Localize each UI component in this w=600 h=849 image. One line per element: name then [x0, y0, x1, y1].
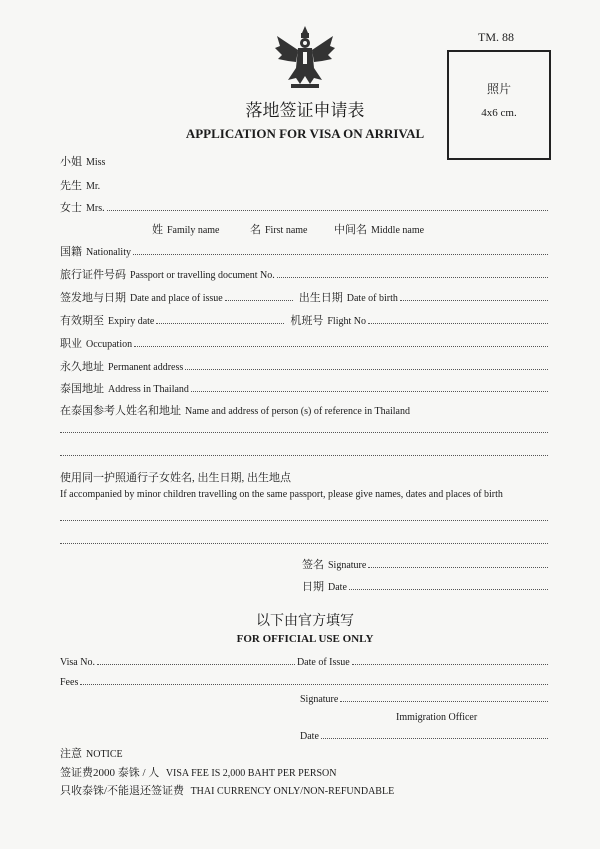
expiry-zh: 有效期至 — [60, 315, 104, 327]
visa-no-field[interactable] — [97, 664, 295, 665]
birth-zh: 出生日期 — [298, 292, 343, 304]
middle-name-en: Middle name — [371, 225, 425, 236]
passport-en: Passport or travelling document No. — [130, 270, 275, 281]
birth-field[interactable] — [400, 300, 548, 301]
fees-field[interactable] — [80, 684, 548, 685]
flight-en: Flight No — [327, 316, 366, 327]
occupation-zh: 职业 — [60, 338, 82, 350]
form-code: TM. 88 — [478, 30, 514, 44]
official-heading-zh: 以下由官方填写 — [256, 614, 354, 629]
nationality-en: Nationality — [86, 247, 131, 258]
children-label-en — [60, 489, 503, 500]
reference-field-2[interactable] — [60, 455, 548, 456]
title-mr-zh: 先生 — [60, 180, 82, 192]
nationality-field[interactable] — [133, 254, 548, 255]
photo-label: 照片 — [486, 82, 511, 96]
permanent-address-row — [60, 358, 548, 374]
permanent-address-en: Permanent address — [108, 362, 184, 373]
birth-en: Date of birth — [346, 293, 398, 304]
passport-field[interactable] — [277, 277, 548, 278]
permanent-address-zh: 永久地址 — [60, 361, 104, 373]
children-label-zh — [60, 469, 295, 485]
middle-name-header — [334, 221, 424, 237]
signature-zh: 签名 — [302, 559, 324, 571]
date-of-issue-label: Date of Issue — [296, 657, 350, 668]
name-field[interactable] — [107, 210, 548, 211]
official-date-row — [300, 731, 548, 742]
notice-heading-zh: 注意 — [60, 748, 82, 760]
notice-currency — [60, 782, 394, 798]
first-name-header — [250, 221, 308, 237]
children-en: If accompanied by minor children travelling on the same passport, please give names, dates and places of birth — [60, 489, 503, 500]
nationality-row — [60, 243, 548, 259]
title-mr-row[interactable] — [60, 177, 100, 193]
form-title-zh: 落地签证申请表 — [245, 101, 365, 120]
expiry-en: Expiry date — [108, 316, 155, 327]
reference-en: Name and address of person (s) of reference in Thailand — [185, 406, 410, 417]
fees-label: Fees — [60, 677, 79, 688]
visa-no-label: Visa No. — [60, 657, 95, 668]
signature-row — [302, 556, 548, 572]
title-miss-zh: 小姐 — [60, 156, 82, 168]
issue-birth-row — [60, 289, 548, 305]
immigration-officer-row — [396, 712, 477, 723]
children-field-2[interactable] — [60, 543, 548, 544]
first-name-en: First name — [265, 225, 308, 236]
notice-heading — [60, 745, 123, 761]
date-zh: 日期 — [302, 581, 324, 593]
signature-en: Signature — [328, 560, 367, 571]
notice-heading-en: NOTICE — [86, 749, 123, 760]
notice-fee — [60, 764, 337, 780]
middle-name-zh: 中间名 — [334, 224, 367, 236]
family-name-header — [152, 221, 220, 237]
official-date-field[interactable] — [321, 738, 548, 739]
children-zh: 使用同一护照通行子女姓名, 出生日期, 出生地点 — [60, 472, 291, 484]
fees-row — [60, 677, 548, 688]
immigration-officer-label: Immigration Officer — [396, 712, 478, 723]
thailand-address-field[interactable] — [191, 391, 548, 392]
date-of-issue-field[interactable] — [352, 664, 548, 665]
garuda-emblem-icon — [274, 24, 336, 92]
date-en: Date — [328, 582, 347, 593]
notice-fee-en: VISA FEE IS 2,000 BAHT PER PERSON — [165, 768, 337, 779]
reference-field-1[interactable] — [60, 432, 548, 433]
thailand-address-en: Address in Thailand — [108, 384, 189, 395]
title-mr-en: Mr. — [86, 181, 101, 192]
photo-size: 4x6 cm. — [481, 107, 517, 119]
official-heading-en: FOR OFFICIAL USE ONLY — [236, 633, 374, 645]
expiry-flight-row — [60, 312, 548, 328]
issue-zh: 签发地与日期 — [60, 292, 126, 304]
family-name-en: Family name — [167, 225, 220, 236]
passport-zh: 旅行证件号码 — [60, 269, 126, 281]
notice-fee-zh: 签证费2000 泰铢 / 人 — [60, 767, 160, 779]
title-mrs-zh: 女士 — [60, 202, 82, 214]
notice-currency-en: THAI CURRENCY ONLY/NON-REFUNDABLE — [190, 786, 395, 797]
official-signature-row — [300, 694, 548, 705]
title-miss-row[interactable] — [60, 153, 105, 169]
occupation-row — [60, 335, 548, 351]
thailand-address-zh: 泰国地址 — [60, 383, 104, 395]
family-name-zh: 姓 — [152, 224, 163, 236]
issue-field[interactable] — [225, 300, 293, 301]
flight-zh: 机班号 — [290, 315, 324, 327]
issue-en: Date and place of issue — [130, 293, 223, 304]
date-field[interactable] — [349, 589, 548, 590]
date-row — [302, 578, 548, 594]
signature-field[interactable] — [368, 567, 548, 568]
notice-currency-zh: 只收泰铢/不能退还签证费 — [60, 785, 185, 797]
name-row — [60, 199, 548, 215]
title-mrs-en: Mrs. — [86, 203, 105, 214]
reference-row — [60, 402, 410, 418]
visa-no-row — [60, 657, 548, 668]
form-title-en: APPLICATION FOR VISA ON ARRIVAL — [185, 126, 425, 141]
official-signature-label: Signature — [300, 694, 339, 705]
title-miss-en: Miss — [86, 157, 106, 168]
official-signature-field[interactable] — [340, 701, 548, 702]
flight-field[interactable] — [368, 323, 548, 324]
children-field-1[interactable] — [60, 520, 548, 521]
nationality-zh: 国籍 — [60, 246, 82, 258]
official-date-label: Date — [300, 731, 319, 742]
occupation-en: Occupation — [86, 339, 133, 350]
occupation-field[interactable] — [134, 346, 548, 347]
thailand-address-row — [60, 380, 548, 396]
first-name-zh: 名 — [250, 224, 261, 236]
expiry-field[interactable] — [156, 323, 284, 324]
permanent-address-field[interactable] — [185, 369, 548, 370]
passport-row — [60, 266, 548, 282]
reference-zh: 在泰国参考人姓名和地址 — [60, 405, 181, 417]
